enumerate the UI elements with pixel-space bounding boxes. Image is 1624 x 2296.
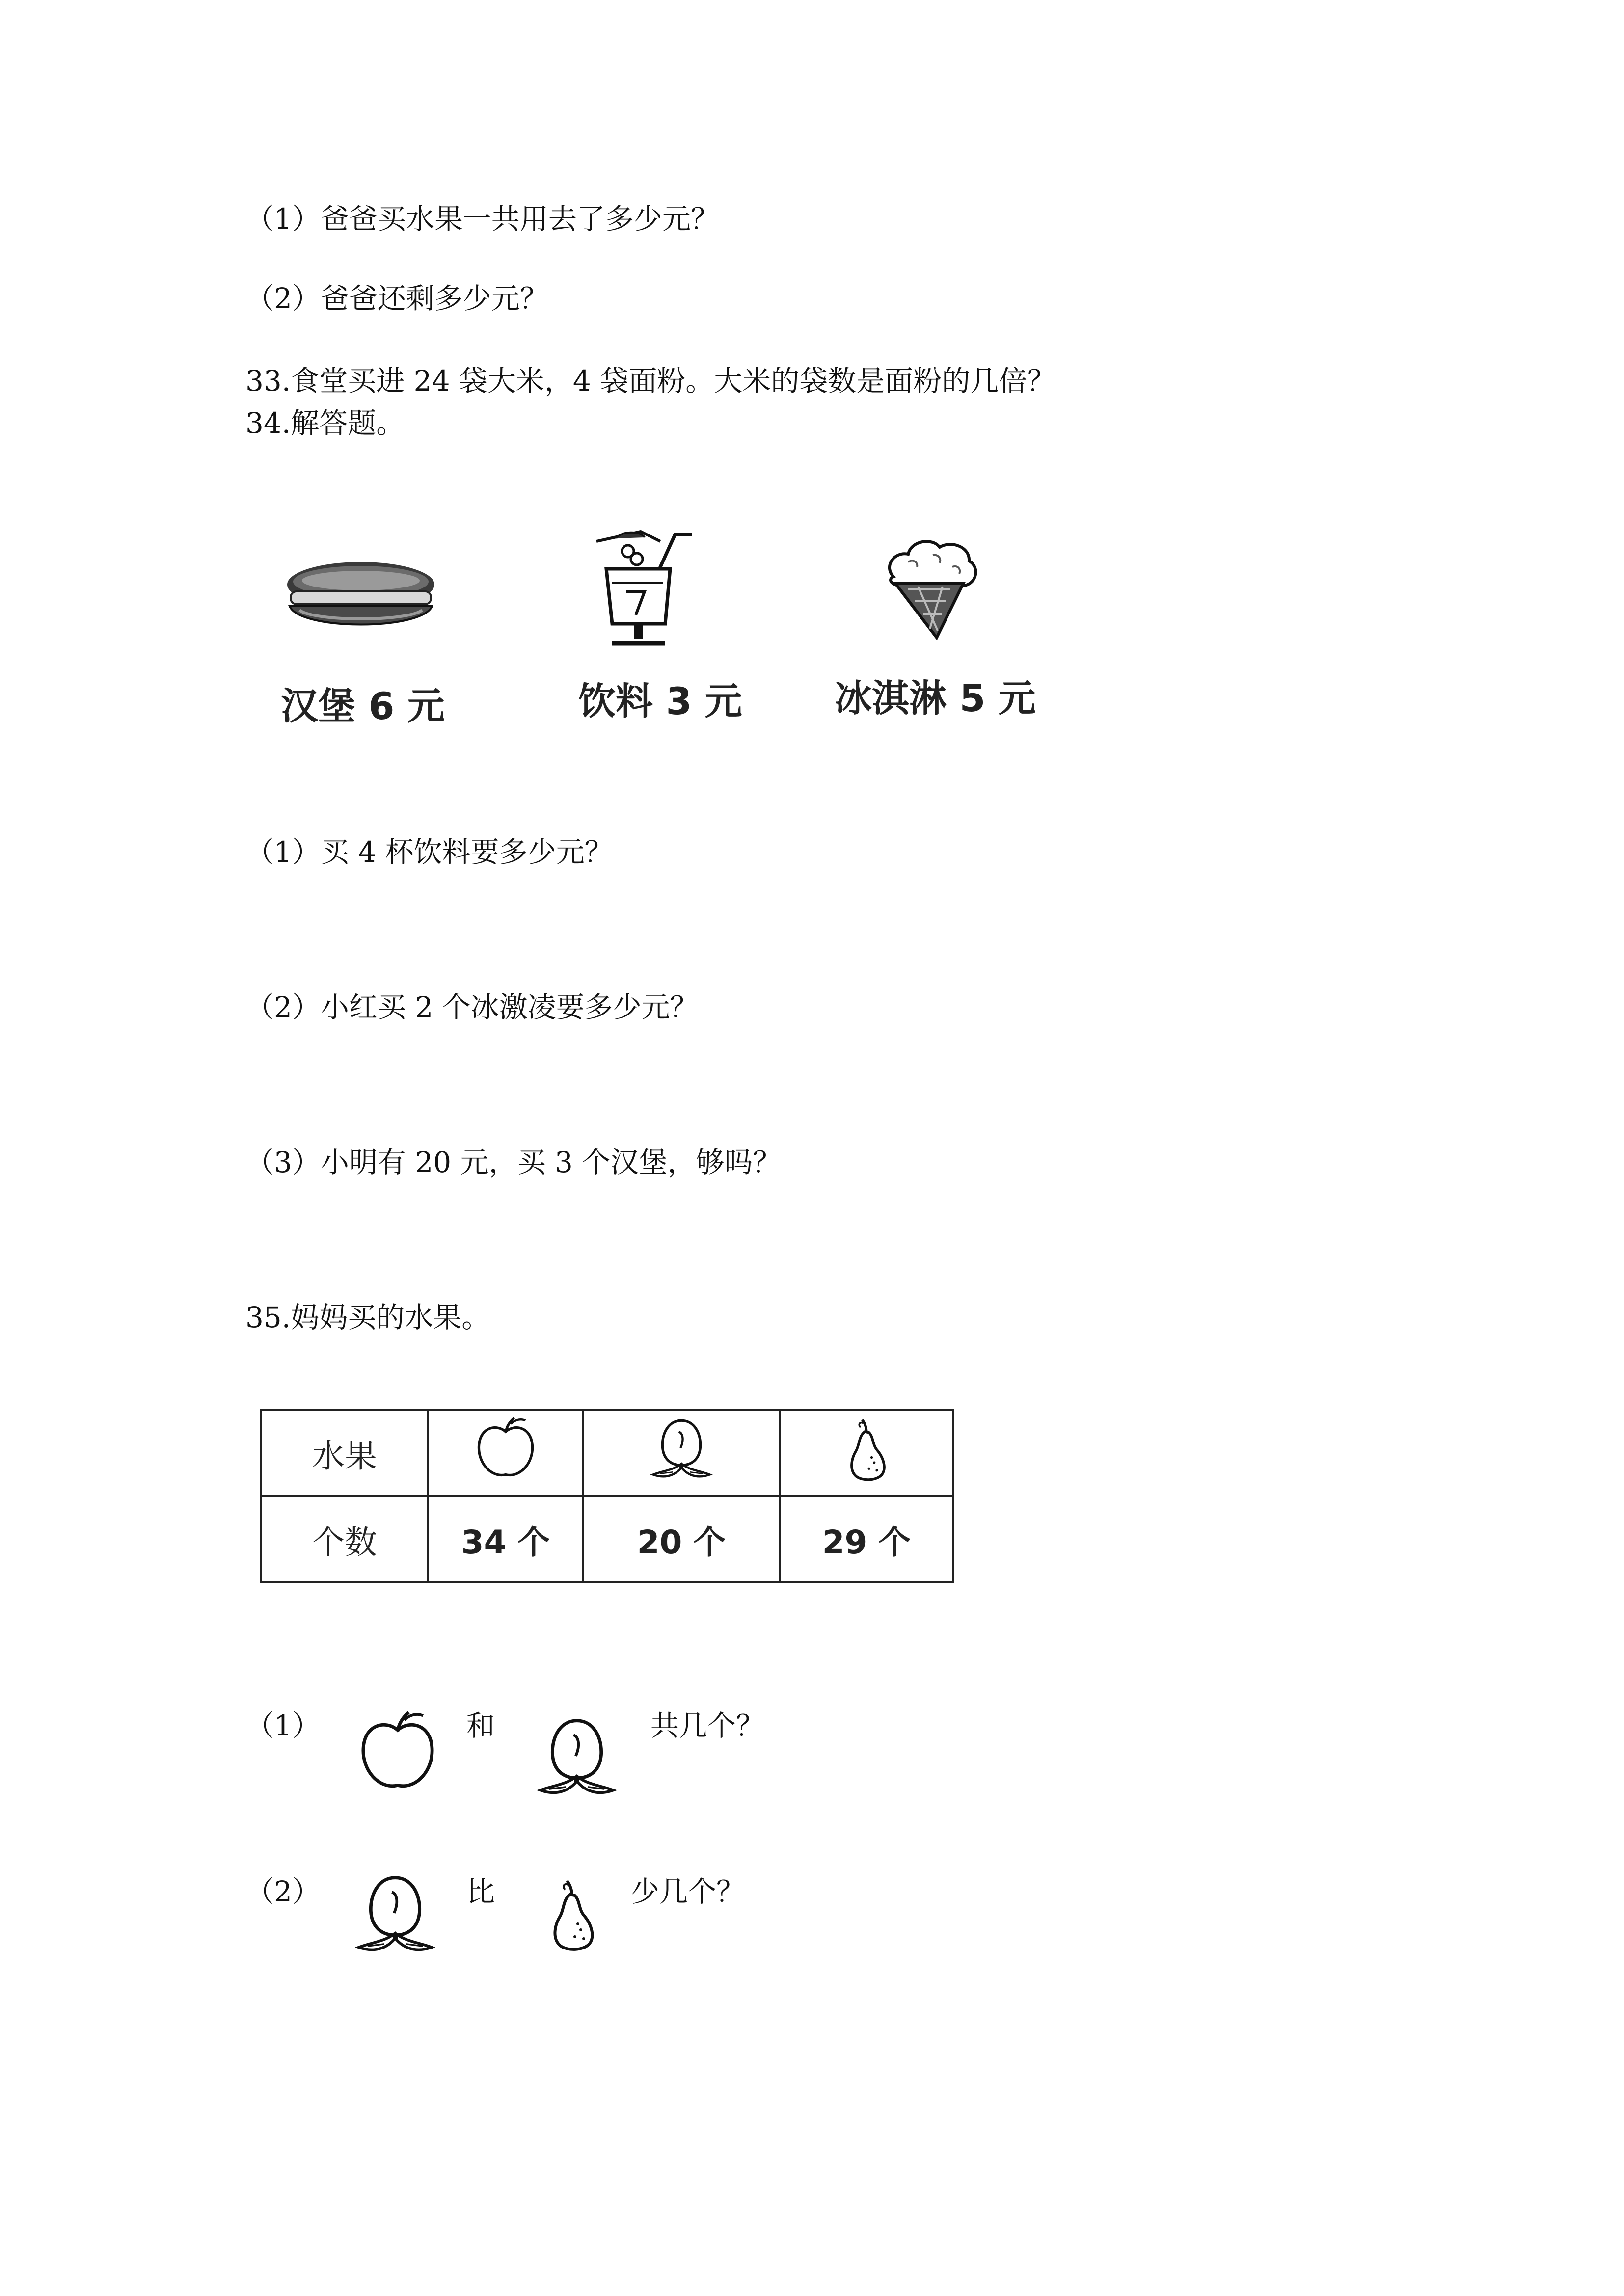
drink-icon: [587, 528, 704, 655]
hamburger-price-label: 汉堡 6 元: [281, 684, 445, 728]
q34-title: 34.解答题。: [245, 406, 405, 440]
q33-text: 33.食堂买进 24 袋大米，4 袋面粉。大米的袋数是面粉的几倍？: [245, 364, 1056, 398]
table-row: [261, 1410, 953, 1496]
q35-sub1-middle: 和: [466, 1709, 495, 1742]
ice-cream-icon: [879, 533, 987, 645]
apple-icon: [353, 1708, 442, 1796]
peach-icon: [351, 1870, 439, 1958]
peach-icon: [647, 1415, 716, 1483]
pear-icon: [533, 1865, 611, 1963]
q34-sub1: （1）买 4 杯饮料要多少元？: [245, 835, 613, 869]
table-cell: [583, 1410, 780, 1496]
peach-icon: [533, 1713, 621, 1801]
fruit-table: [260, 1409, 954, 1583]
q35-sub2-middle: 比: [466, 1875, 495, 1908]
ice-cream-price-label: 冰淇淋 5 元: [835, 676, 1036, 720]
q35-sub1-prefix: （1）: [245, 1709, 321, 1742]
q35-sub2-suffix: 少几个？: [631, 1875, 745, 1908]
q34-sub2: （2）小红买 2 个冰激凌要多少元？: [245, 990, 699, 1024]
table-cell: [428, 1410, 583, 1496]
q35-sub1-suffix: 共几个？: [650, 1709, 765, 1742]
table-cell: [780, 1410, 953, 1496]
table-header-fruit: 水果: [261, 1410, 428, 1496]
drink-price-label: 饮料 3 元: [578, 679, 742, 723]
q34-sub3: （3）小明有 20 元，买 3 个汉堡，够吗？: [245, 1146, 782, 1179]
q32-sub1: （1）爸爸买水果一共用去了多少元？: [245, 202, 719, 236]
peach-count: 20 个: [583, 1496, 780, 1582]
apple-icon: [471, 1415, 540, 1483]
table-row: [261, 1496, 953, 1582]
table-header-count: 个数: [261, 1496, 428, 1582]
q32-sub2: （2）爸爸还剩多少元？: [245, 282, 548, 315]
apple-count: 34 个: [428, 1496, 583, 1582]
q35-sub2-prefix: （2）: [245, 1875, 321, 1908]
hamburger-icon: [280, 557, 442, 645]
q35-title: 35.妈妈买的水果。: [245, 1301, 490, 1334]
pear-count: 29 个: [780, 1496, 953, 1582]
pear-icon: [832, 1415, 901, 1483]
